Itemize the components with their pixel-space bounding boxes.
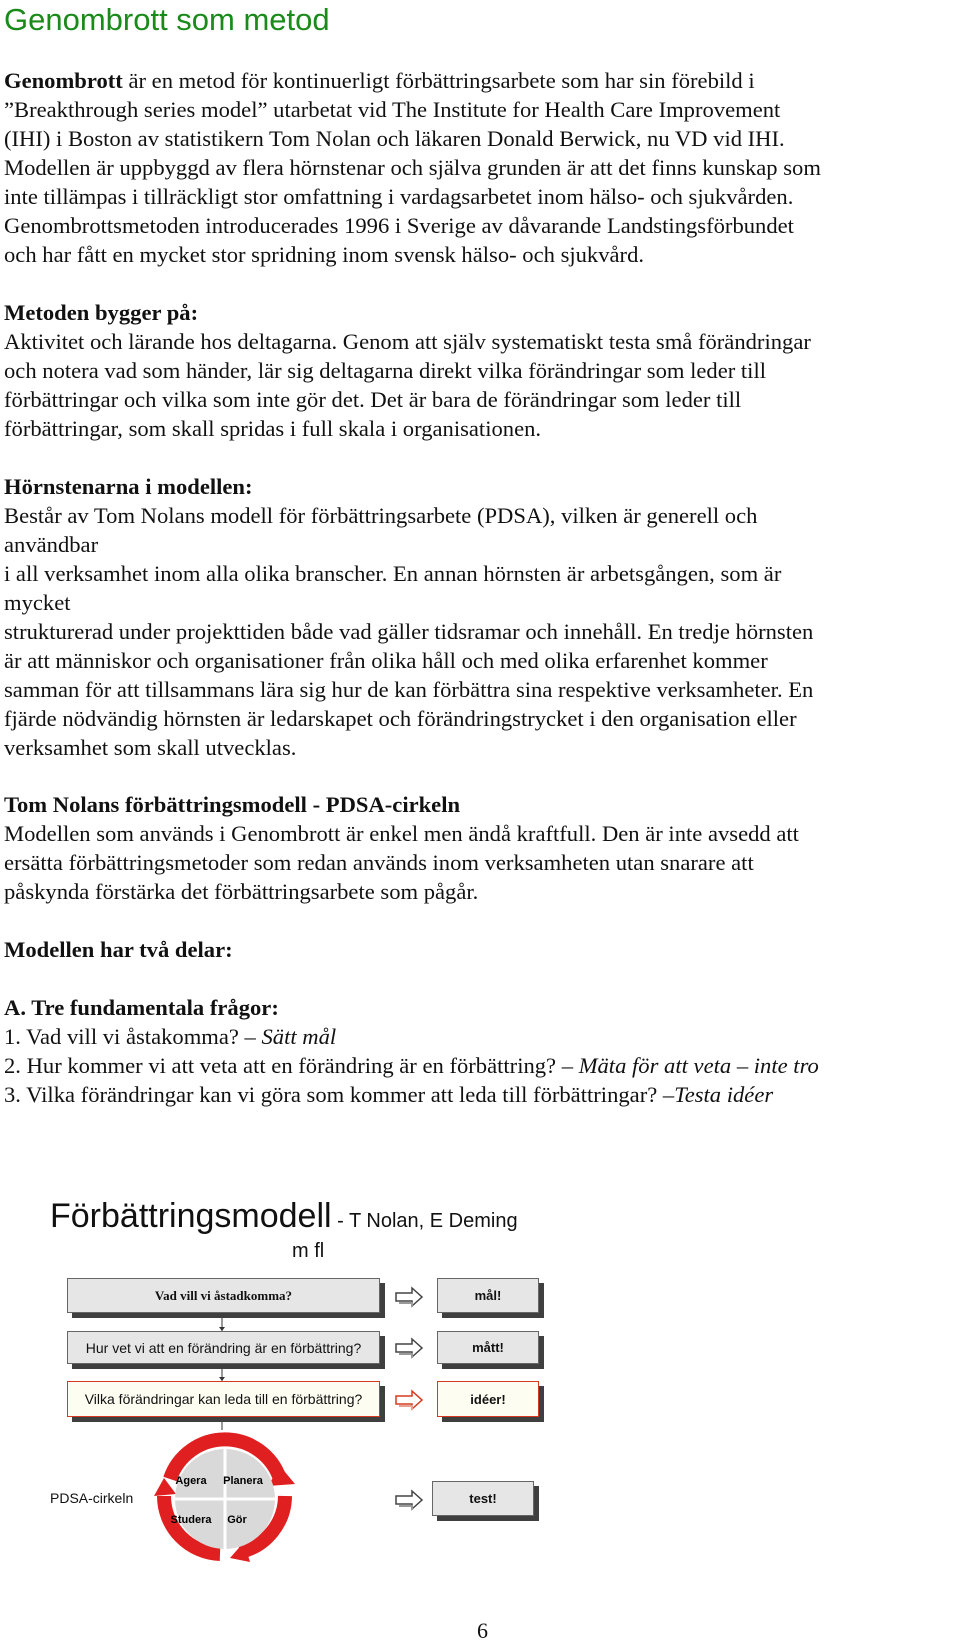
hornstenar-line-9: verksamhet som skall utvecklas. — [4, 735, 297, 760]
metoden-line-1: Aktivitet och lärande hos deltagarna. Genom att själv systematiskt testa små förändringar — [4, 329, 811, 354]
page-number: 6 — [477, 1618, 488, 1643]
nolan-line-2: ersätta förbättringsmetoder som redan används inom verksamheten utan snarare att — [4, 850, 754, 875]
arrow-icon — [394, 1388, 426, 1412]
delar-subheading: A. Tre fundamentala frågor: — [4, 995, 279, 1020]
hornstenar-line-8: fjärde nödvändig hörnsten är ledarskapet och förändringstrycket i den organisation eller — [4, 706, 797, 731]
intro-line-4: Modellen är uppbyggd av flera hörnstenar och själva grunden är att det finns kunskap som — [4, 155, 821, 180]
diagram-title-sub2: m fl — [292, 1240, 325, 1262]
cycle-arrowhead — [154, 1478, 176, 1496]
diagram-title-main: Förbättringsmodell — [50, 1197, 332, 1235]
pdsa-cycle — [140, 1424, 310, 1574]
metoden-heading: Metoden bygger på: — [4, 300, 199, 325]
hornstenar-line-6: är att människor och organisationer från olika håll och med olika erfarenhet kommer — [4, 648, 768, 673]
hornstenar-heading: Hörnstenarna i modellen: — [4, 474, 253, 499]
question-3-answer: Testa idéer — [674, 1082, 774, 1107]
quadrant-gor: Gör — [227, 1514, 247, 1526]
question-box-1: Vad vill vi åstadkomma? — [67, 1278, 380, 1313]
intro-term: Genombrott — [4, 68, 123, 93]
metoden-line-2: och notera vad som händer, lär sig deltagarna direkt vilka förändringar som leder till — [4, 358, 766, 383]
quadrant-planera: Planera — [223, 1475, 263, 1487]
metoden-line-3: förbättringar och vilka som inte gör det. Det är bara de förändringar som leder till — [4, 387, 742, 412]
intro-line-1-text: är en metod för kontinuerligt förbättringsarbete som har sin förebild i — [122, 68, 755, 93]
intro-line-2: ”Breakthrough series model” utarbetat vid The Institute for Health Care Improvement — [4, 97, 781, 122]
hornstenar-line-4: mycket — [4, 590, 71, 615]
quadrant-studera: Studera — [170, 1514, 212, 1526]
arrow-icon — [394, 1285, 426, 1309]
nolan-line-3: påskynda förstärka det förbättringsarbete som pågår. — [4, 879, 479, 904]
question-box-2: Hur vet vi att en förändring är en förbättring? — [67, 1331, 380, 1364]
quadrant-agera: Agera — [175, 1475, 207, 1487]
question-2-answer: Mäta för att veta – inte tro — [578, 1053, 819, 1078]
arrow-icon — [394, 1336, 426, 1360]
hornstenar-line-7: samman för att tillsammans lära sig hur de kan förbättra sina respektive verksamheter. En — [4, 677, 814, 702]
intro-line-6: Genombrottsmetoden introducerades 1996 i Sverige av dåvarande Landstingsförbundet — [4, 213, 794, 238]
hornstenar-line-3: i all verksamhet inom alla olika branscher. En annan hörnsten är arbetsgången, som är — [4, 561, 782, 586]
hornstenar-line-1: Består av Tom Nolans modell för förbättringsarbete (PDSA), vilken är generell och — [4, 503, 758, 528]
hornstenar-line-5: strukturerad under projekttiden både vad gäller tidsramar och innehåll. En tredje hörnsten — [4, 619, 814, 644]
intro-line-3: (IHI) i Boston av statistikern Tom Nolan och läkaren Donald Berwick, nu VD vid IHI. — [4, 126, 785, 151]
intro-line-7: och har fått en mycket stor spridning inom svensk hälso- och sjukvård. — [4, 242, 645, 267]
nolan-line-1: Modellen som används i Genombrott är enkel men ändå kraftfull. Den är inte avsedd att — [4, 821, 799, 846]
nolan-heading: Tom Nolans förbättringsmodell - PDSA-cirkeln — [4, 792, 461, 817]
metoden-line-4: förbättringar, som skall spridas i full skala i organisationen. — [4, 416, 542, 441]
question-3-text: 3. Vilka förändringar kan vi göra som kommer att leda till förbättringar? – — [4, 1082, 675, 1107]
question-1-text: 1. Vad vill vi åstakomma? – — [4, 1024, 262, 1049]
page-title: Genombrott som metod — [4, 2, 330, 37]
delar-heading: Modellen har två delar: — [4, 937, 233, 962]
answer-box-mal: mål! — [437, 1278, 539, 1313]
answer-box-matt: mått! — [437, 1331, 539, 1364]
hornstenar-line-2: användbar — [4, 532, 99, 557]
question-2-text: 2. Hur kommer vi att veta att en förändring är en förbättring? – — [4, 1053, 579, 1078]
question-1-answer: Sätt mål — [261, 1024, 337, 1049]
diagram-title-sub: - T Nolan, E Deming — [331, 1210, 518, 1232]
question-box-3: Vilka förändringar kan leda till en förbättring? — [67, 1381, 380, 1417]
pdsa-label: PDSA-cirkeln — [50, 1490, 134, 1506]
intro-line-5: inte tillämpas i tillräckligt stor omfattning i vardagsarbetet inom hälso- och sjukvården. — [4, 184, 794, 209]
answer-box-ideer: idéer! — [437, 1381, 539, 1417]
answer-box-test: test! — [432, 1481, 534, 1516]
arrow-icon — [394, 1488, 426, 1512]
